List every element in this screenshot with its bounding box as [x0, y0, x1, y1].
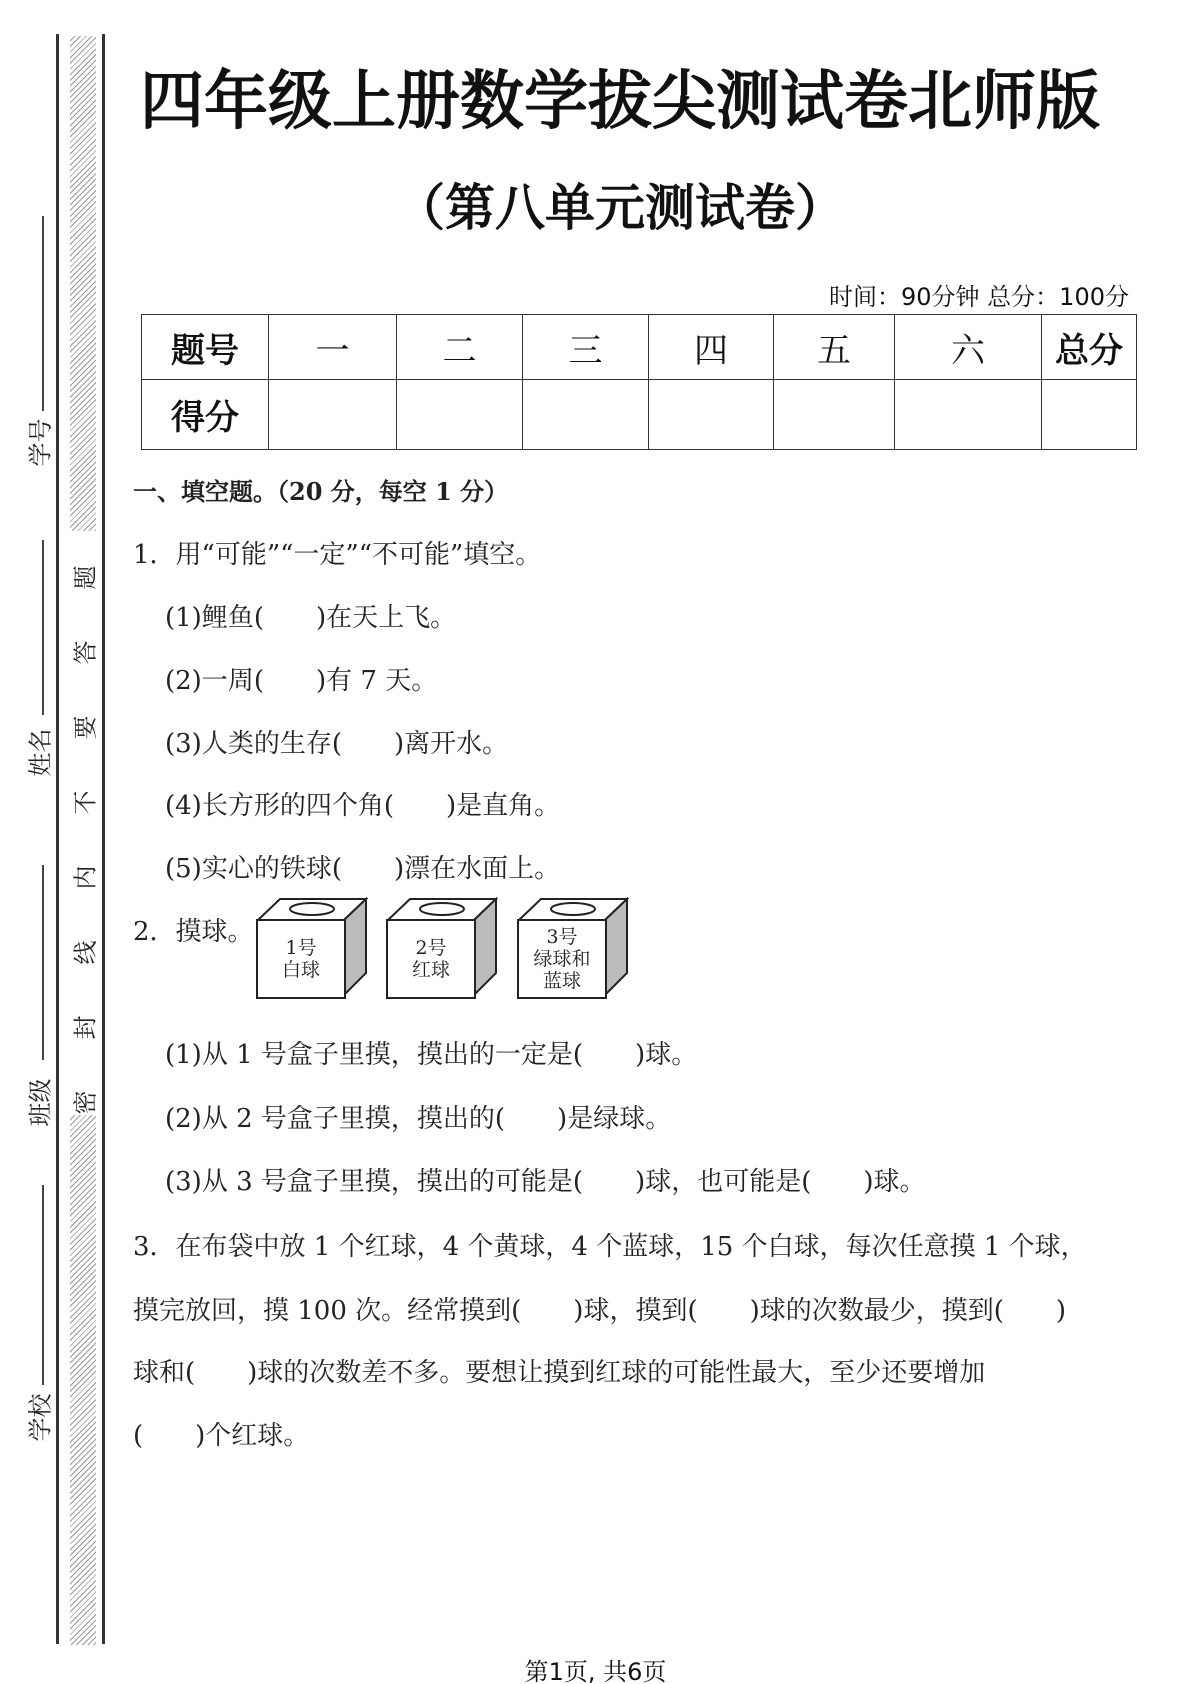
label-school: 学校 [26, 1393, 55, 1442]
page-number: 第1页, 共6页 [524, 1658, 667, 1684]
score-table [141, 314, 1137, 450]
q1-item: (2)一周( )有 7 天。 [165, 666, 438, 696]
q2-item: (3)从 3 号盒子里摸，摸出的可能是( )球，也可能是( )球。 [165, 1167, 926, 1197]
box-label: 红球 [411, 959, 450, 981]
box-label: 绿球和 [533, 948, 591, 970]
question-1: 1．用“可能”“一定”“不可能”填空。 [133, 540, 542, 570]
cell: 四 [649, 315, 774, 380]
box-label: 1号 [285, 937, 317, 959]
question-2: 2．摸球。 [133, 917, 254, 947]
question-3-line: 3．在布袋中放 1 个红球，4 个黄球，4 个蓝球，15 个白球，每次任意摸 1 个球， [133, 1232, 1087, 1262]
page-subtitle: （第八单元测试卷） [395, 179, 845, 237]
box-2 [386, 897, 496, 997]
cell: 五 [774, 315, 895, 380]
seal-char: 题 [71, 565, 100, 590]
seal-char: 内 [71, 865, 100, 890]
seal-char: 不 [71, 790, 100, 815]
cell: 题号 [142, 315, 269, 380]
school-line [42, 1185, 44, 1385]
q2-item: (2)从 2 号盒子里摸，摸出的( )是绿球。 [165, 1104, 672, 1134]
margin-line-right [102, 34, 105, 1644]
cell: 二 [397, 315, 523, 380]
seal-char: 答 [71, 640, 100, 665]
label-class: 班级 [26, 1078, 55, 1127]
box-label: 白球 [281, 959, 320, 981]
seal-char: 密 [71, 1090, 100, 1115]
cell: 得分 [142, 380, 269, 450]
question-3-line: 摸完放回，摸 100 次。经常摸到( )球，摸到( )球的次数最少，摸到( ) [133, 1296, 1067, 1326]
cell: 总分 [1042, 315, 1137, 380]
time-info: 时间：90分钟 总分：100分 [829, 283, 1129, 311]
section-heading: 一、填空题。（20 分，每空 1 分） [133, 477, 509, 506]
page-title: 四年级上册数学拔尖测试卷北师版 [140, 65, 1100, 139]
cell: 三 [523, 315, 649, 380]
score-input[interactable] [397, 380, 523, 450]
seal-char: 封 [71, 1015, 100, 1040]
hatch-bottom [70, 1115, 96, 1645]
q1-item: (5)实心的铁球( )漂在水面上。 [165, 854, 561, 884]
box-label: 蓝球 [542, 970, 581, 992]
label-name: 姓名 [26, 728, 55, 777]
box-label: 2号 [415, 937, 447, 959]
name-line [42, 540, 44, 715]
question-3-line: ( )个红球。 [133, 1421, 310, 1451]
seal-char: 要 [71, 715, 100, 740]
q2-item: (1)从 1 号盒子里摸，摸出的一定是( )球。 [165, 1040, 698, 1070]
score-input[interactable] [895, 380, 1042, 450]
class-line [42, 865, 44, 1060]
margin-line-left [56, 34, 59, 1644]
score-input[interactable] [774, 380, 895, 450]
q1-item: (3)人类的生存( )离开水。 [165, 729, 509, 759]
label-student-id: 学号 [26, 418, 55, 467]
cell: 一 [269, 315, 397, 380]
q1-item: (4)长方形的四个角( )是直角。 [165, 791, 561, 821]
score-input[interactable] [649, 380, 774, 450]
box-label: 3号 [546, 926, 578, 948]
score-input[interactable] [269, 380, 397, 450]
box-1 [256, 897, 366, 997]
q1-item: (1)鲤鱼( )在天上飞。 [165, 603, 457, 633]
box-3 [517, 897, 627, 997]
seal-char: 线 [71, 940, 100, 965]
question-3-line: 球和( )球的次数差不多。要想让摸到红球的可能性最大，至少还要增加 [133, 1358, 986, 1388]
score-input[interactable] [1042, 380, 1137, 450]
student-id-line [42, 216, 44, 411]
score-input[interactable] [523, 380, 649, 450]
cell: 六 [895, 315, 1042, 380]
